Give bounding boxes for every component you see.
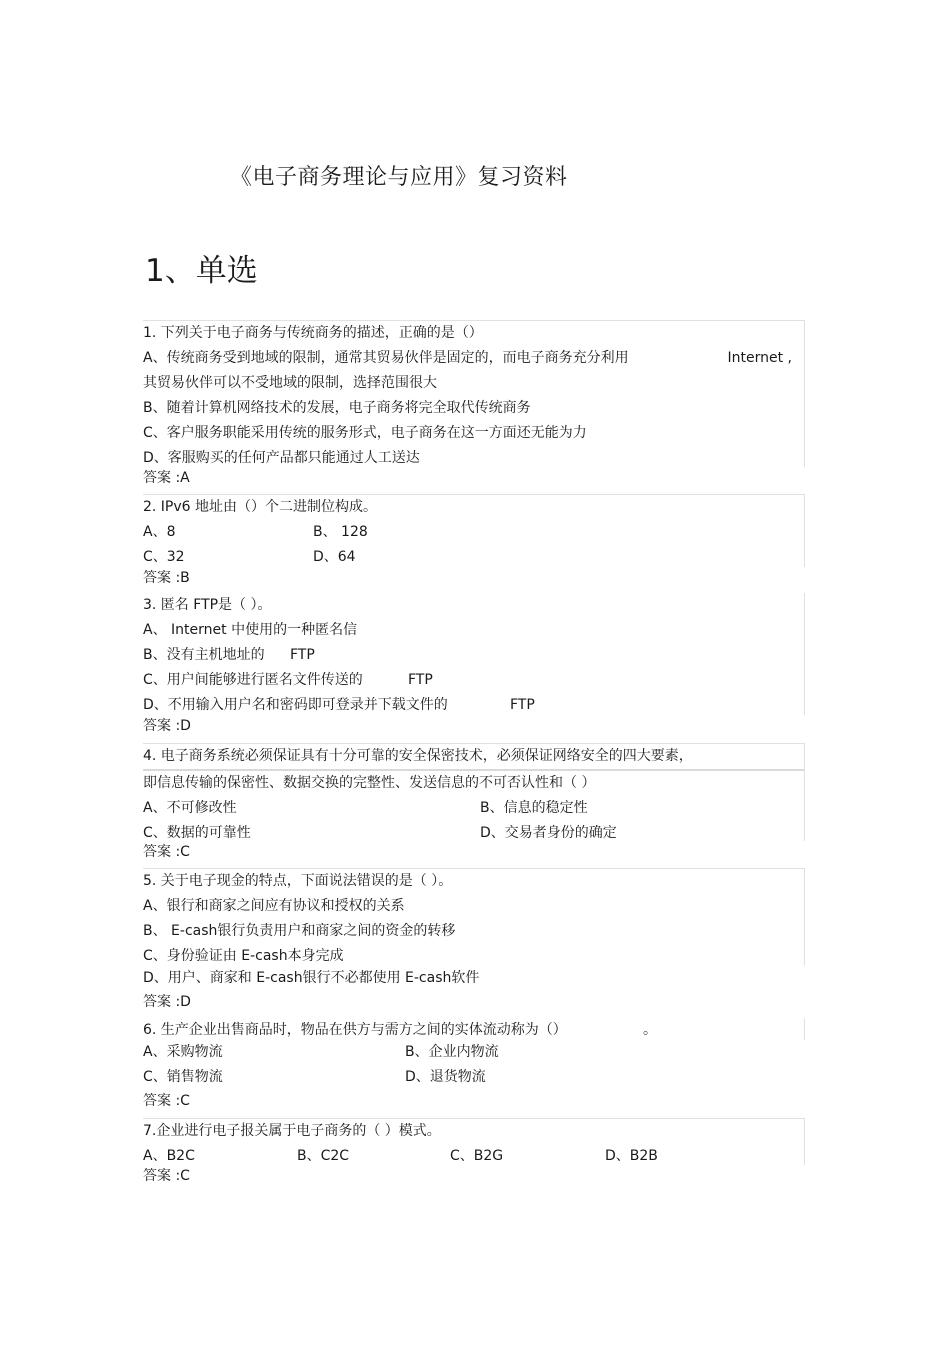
option-b: B、 128 (313, 524, 368, 540)
option-row (143, 796, 804, 821)
question-1 (143, 320, 805, 490)
section-heading: 1、单选 (145, 253, 258, 289)
option-row (143, 1040, 805, 1065)
option-b: B、 E-cash银行负责用户和商家之间的资金的转移 (143, 923, 456, 939)
option-a-continued: 其贸易伙伴可以不受地域的限制，选择范围很大 (143, 375, 437, 391)
question-stem: 2. IPv6 地址由（）个二进制位构成。 (143, 499, 378, 515)
question-stem: 4. 电子商务系统必须保证具有十分可靠的安全保密技术，必须保证网络安全的四大要素， (143, 748, 693, 764)
option-b: B、随着计算机网络技术的发展，电子商务将完全取代传统商务 (143, 400, 531, 416)
option-d-tail: FTP (510, 697, 535, 713)
option-b: B、信息的稳定性 (480, 800, 588, 816)
option-b (143, 643, 804, 668)
option-d: D、交易者身份的确定 (480, 825, 617, 841)
option-d: D、用户、商家和 E-cash银行不必都使用 E-cash软件 (143, 970, 480, 986)
option-a-text: A、传统商务受到地域的限制，通常其贸易伙伴是固定的，而电子商务充分利用 (143, 350, 629, 366)
answer: 答案 :A (143, 470, 190, 486)
question-stem-text: 6. 生产企业出售商品时，物品在供方与需方之间的实体流动称为（） (143, 1022, 567, 1038)
option-c: C、数据的可靠性 (143, 825, 251, 841)
option-a: A、 Internet 中使用的一种匿名信 (143, 622, 358, 638)
option-c (143, 668, 804, 693)
option-a: A、B2C (143, 1148, 195, 1164)
option-b-tail: FTP (290, 647, 315, 663)
option-d: D、退货物流 (405, 1069, 486, 1085)
answer: 答案 :C (143, 844, 190, 860)
option-a: A、8 (143, 524, 176, 540)
option-d: D、B2B (605, 1148, 658, 1164)
option-row (143, 520, 804, 545)
option-d: D、64 (313, 549, 356, 565)
question-stem-tail: 。 (643, 1022, 657, 1038)
answer: 答案 :B (143, 570, 190, 586)
option-d-text: D、不用输入用户名和密码即可登录并下载文件的 (143, 697, 448, 713)
question-stem: 7.企业进行电子报关属于电子商务的（ ）模式。 (143, 1123, 441, 1139)
question-2 (143, 494, 805, 590)
option-row (143, 1144, 804, 1169)
question-stem: 5. 关于电子现金的特点，下面说法错误的是（ ）。 (143, 873, 453, 889)
answer: 答案 :C (143, 1093, 190, 1109)
option-b-text: B、没有主机地址的 (143, 647, 265, 663)
option-c: C、B2G (450, 1148, 504, 1164)
option-row (143, 821, 804, 846)
question-3 (143, 593, 805, 738)
question-stem: 1. 下列关于电子商务与传统商务的描述，正确的是（） (143, 325, 483, 341)
option-a-tail: Internet , (727, 350, 792, 366)
option-c: C、销售物流 (143, 1069, 223, 1085)
option-b: B、企业内物流 (405, 1044, 499, 1060)
option-c: C、32 (143, 549, 185, 565)
option-a: A、采购物流 (143, 1044, 223, 1060)
option-c: C、身份验证由 E-cash本身完成 (143, 948, 344, 964)
answer: 答案 :C (143, 1168, 190, 1184)
option-c: C、客户服务职能采用传统的服务形式，电子商务在这一方面还无能为力 (143, 425, 587, 441)
option-d (143, 693, 804, 718)
option-b: B、C2C (297, 1148, 350, 1164)
option-d: D、客服购买的任何产品都只能通过人工送达 (143, 450, 420, 466)
document-title: 《电子商务理论与应用》复习资料 (230, 165, 568, 190)
question-stem: 3. 匿名 FTP是（ ）。 (143, 597, 272, 613)
answer: 答案 :D (143, 994, 191, 1010)
answer: 答案 :D (143, 718, 191, 734)
option-a: A、不可修改性 (143, 800, 237, 816)
option-c-text: C、用户间能够进行匿名文件传送的 (143, 672, 363, 688)
option-row (143, 1065, 805, 1090)
question-5 (143, 868, 805, 1014)
question-7 (143, 1118, 805, 1188)
option-c-tail: FTP (408, 672, 433, 688)
question-6 (143, 1018, 805, 1113)
question-4 (143, 743, 805, 864)
option-a (143, 346, 804, 371)
question-stem-continued: 即信息传输的保密性、数据交换的完整性、发送信息的不可否认性和（ ） (143, 775, 596, 791)
option-row (143, 545, 804, 570)
option-a: A、银行和商家之间应有协议和授权的关系 (143, 898, 405, 914)
